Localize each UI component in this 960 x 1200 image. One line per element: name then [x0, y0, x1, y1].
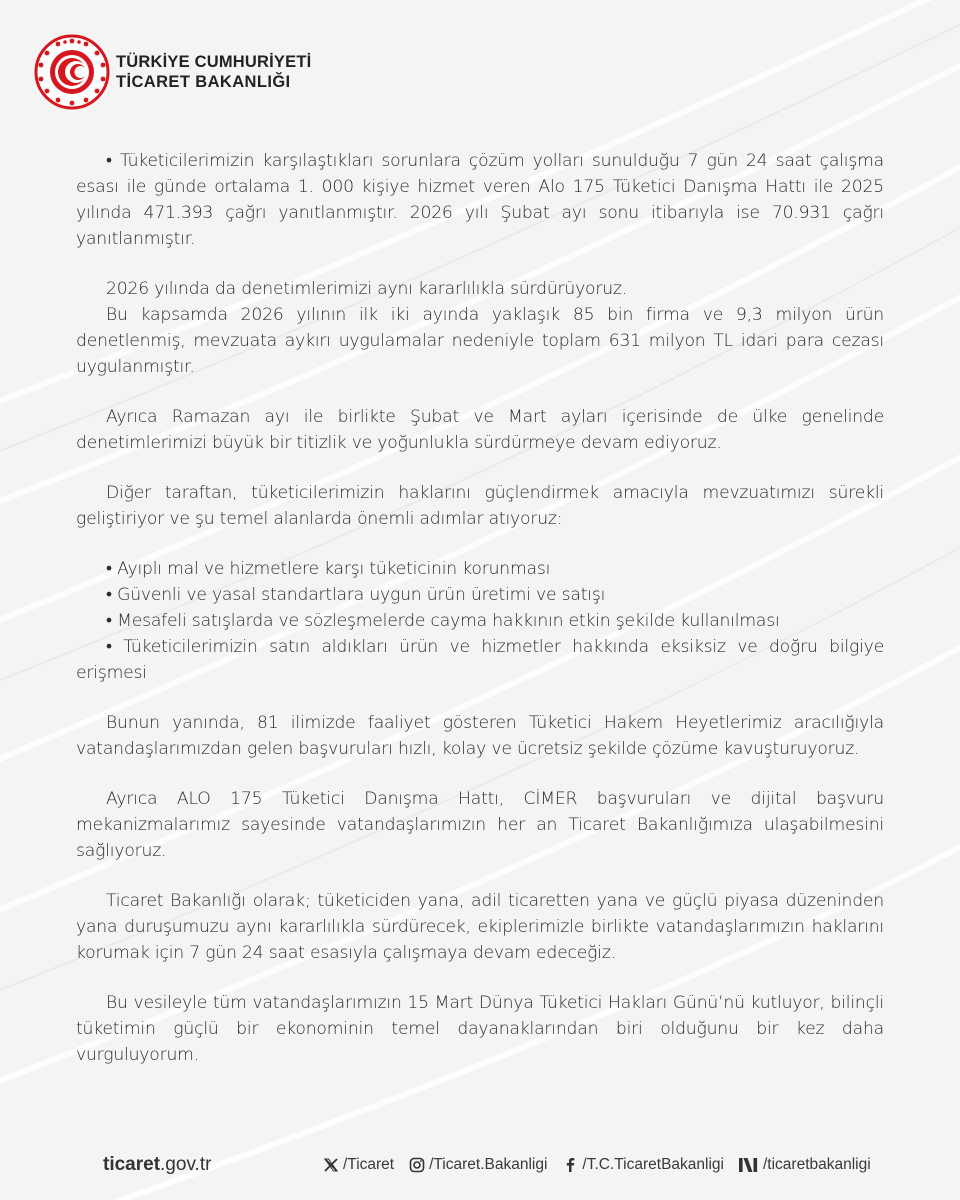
social-links [322, 1156, 871, 1174]
list-item: • Ayıplı mal ve hizmetlere karşı tüketicinin korunması [106, 559, 551, 579]
paragraph-commitment: Ticaret Bakanlığı olarak; tüketiciden yana, adil ticaretten yana ve güçlü piyasa düzeninden yana duruşumuzu aynı kararlılıkla sürdürecek, ekiplerimizle birlikte vatandaşlarımızın haklarını korumak için 7 gün 24 saat esasıyla çalışmaya devam edeceğiz. [76, 891, 884, 963]
social-link-nsosyal[interactable] [738, 1156, 871, 1174]
social-handle: /ticaretbakanligi [762, 1156, 871, 1173]
facebook-icon [561, 1156, 579, 1174]
social-handle: /T.C.TicaretBakanligi [582, 1156, 724, 1173]
list-item: • Mesafeli satışlarda ve sözleşmelerde cayma hakkının etkin şekilde kullanılması [106, 611, 780, 631]
nsosyal-icon [738, 1156, 760, 1174]
header-title-line2: TİCARET BAKANLIĞI [116, 73, 291, 91]
social-link-instagram[interactable] [408, 1156, 547, 1174]
website-domain-bold: ticaret [103, 1154, 161, 1175]
paragraph-alo175: Ayrıca ALO 175 Tüketici Danışma Hattı, CİMER başvuruları ve dijital başvuru mekanizmalarımız sayesinde vatandaşlarımızın her an Ticaret Bakanlığımıza ulaşabilmesini sağlıyoruz. [76, 789, 884, 861]
ministry-emblem-icon [34, 34, 110, 110]
list-item: • Tüketicilerimizin satın aldıkları ürün ve hizmetler hakkında eksiksiz ve doğru bilgiye erişmesi [76, 637, 884, 683]
x-icon [322, 1156, 340, 1174]
header [34, 34, 311, 110]
instagram-icon [408, 1156, 426, 1174]
website-link[interactable] [103, 1154, 211, 1176]
bullet-list [76, 556, 884, 686]
paragraph-call-center: • Tüketicilerimizin karşılaştıkları sorunlara çözüm yolları sunulduğu 7 gün 24 saat çalışma esası ile günde ortalama 1. 000 kişiye hizmet veren Alo 175 Tüketici Danışma Hattı ile 2025 yılında 471.393 çağrı yanıtlanmıştır. 2026 yılı Şubat ayı sonu itibarıyla ise 70.931 çağrı yanıtlanmıştır. [76, 151, 884, 249]
social-handle: /Ticaret.Bakanligi [429, 1156, 548, 1173]
paragraph-legislation: Diğer taraftan, tüketicilerimizin haklarını güçlendirmek amacıyla mevzuatımızı sürekli geliştiriyor ve şu temel alanlarda önemli adımlar atıyoruz: [76, 483, 884, 529]
social-link-x[interactable] [322, 1156, 394, 1174]
list-item: • Güvenli ve yasal standartlara uygun ürün üretimi ve satışı [106, 585, 606, 605]
statement-body [76, 148, 884, 1092]
paragraph-inspections-stats: Bu kapsamda 2026 yılının ilk iki ayında yaklaşık 85 bin firma ve 9,3 milyon ürün denetlenmiş, mevzuata aykırı uygulamalar nedeniyle toplam 631 milyon TL idari para cezası uygulanmıştır. [76, 305, 884, 377]
social-handle: /Ticaret [343, 1156, 395, 1173]
paragraph-inspections-intro: 2026 yılında da denetimlerimizi aynı kararlılıkla sürdürüyoruz. [106, 279, 628, 299]
website-domain-suffix: .gov.tr [160, 1154, 212, 1175]
paragraph-ramadan: Ayrıca Ramazan ayı ile birlikte Şubat ve Mart ayları içerisinde de ülke genelinde denetimlerimizi büyük bir titizlik ve yoğunlukla sürdürmeye devam ediyoruz. [76, 407, 884, 453]
social-link-facebook[interactable] [561, 1156, 724, 1174]
header-title-line1: TÜRKİYE CUMHURİYETİ [116, 53, 312, 71]
footer [0, 1150, 960, 1180]
paragraph-closing: Bu vesileyle tüm vatandaşlarımızın 15 Mart Dünya Tüketici Hakları Günü’nü kutluyor, bilinçli tüketimin güçlü bir ekonominin temel dayanaklarından biri olduğunu bir kez daha vurguluyorum. [76, 993, 884, 1065]
paragraph-arbitration: Bunun yanında, 81 ilimizde faaliyet gösteren Tüketici Hakem Heyetlerimiz aracılığıyla vatandaşlarımızdan gelen başvuruları hızlı, kolay ve ücretsiz şekilde çözüme kavuşturuyoruz. [76, 713, 884, 759]
